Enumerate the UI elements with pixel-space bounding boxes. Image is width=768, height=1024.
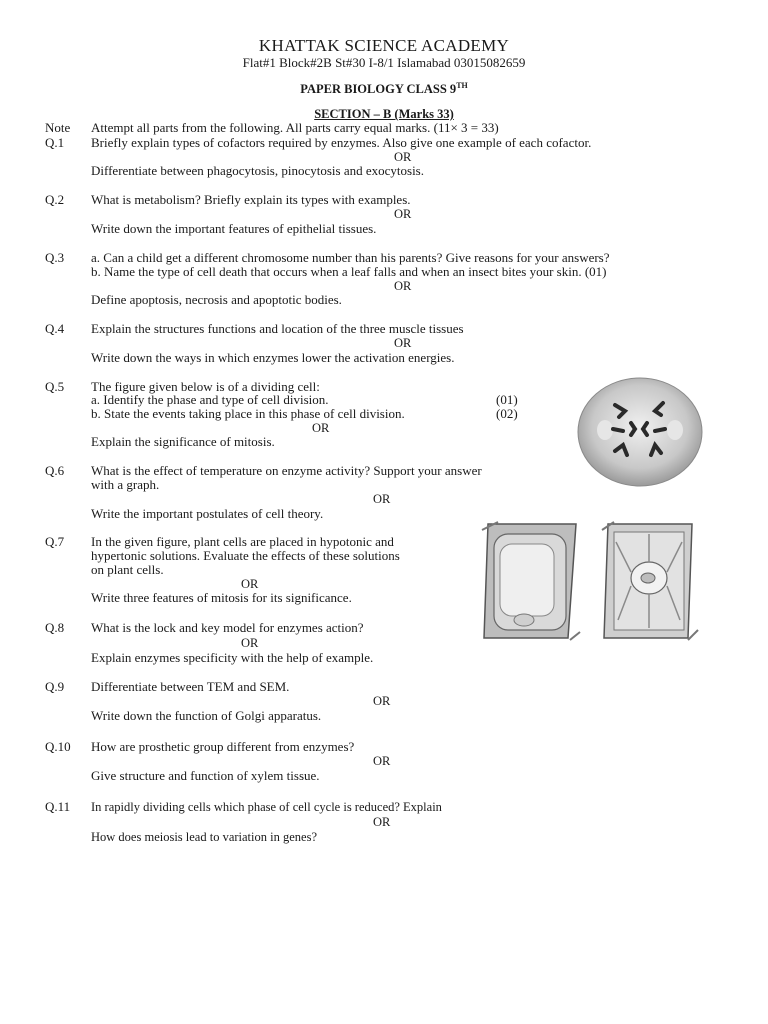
- note-label: Note: [45, 120, 71, 135]
- q4-alternative: Write down the ways in which enzymes lower the activation energies.: [91, 350, 455, 365]
- dividing-cell-figure: [575, 375, 705, 490]
- q9-question: Differentiate between TEM and SEM.: [91, 679, 290, 694]
- q8-alternative: Explain enzymes specificity with the help of example.: [91, 650, 374, 665]
- academy-address: Flat#1 Block#2B St#30 I-8/1 Islamabad 03015082659: [242, 55, 526, 70]
- q6-number: Q.6: [45, 463, 65, 478]
- q6-alternative: Write the important postulates of cell theory.: [91, 506, 324, 521]
- q5-part-a: a. Identify the phase and type of cell division.: [91, 392, 329, 407]
- q3-or: OR: [394, 279, 412, 293]
- q5-alternative: Explain the significance of mitosis.: [91, 434, 275, 449]
- q10-alternative: Give structure and function of xylem tissue.: [91, 768, 320, 783]
- q5-or: OR: [312, 421, 330, 435]
- paper-title: [0, 81, 768, 97]
- q10-or: OR: [373, 754, 391, 768]
- hypertonic-cell: [602, 522, 698, 640]
- q3-number: Q.3: [45, 250, 65, 265]
- hypotonic-cell: [482, 522, 580, 640]
- q9-number: Q.9: [45, 679, 65, 694]
- note-text: Attempt all parts from the following. All parts carry equal marks. (11× 3 = 33): [91, 120, 499, 135]
- q2-question: What is metabolism? Briefly explain its types with examples.: [91, 192, 411, 207]
- q11-number: Q.11: [45, 799, 71, 814]
- q1-number: Q.1: [45, 135, 65, 150]
- q10-number: Q.10: [45, 739, 71, 754]
- q11-alternative: How does meiosis lead to variation in genes?: [91, 830, 317, 844]
- q7-number: Q.7: [45, 534, 65, 549]
- q2-or: OR: [394, 207, 412, 221]
- q5-part-b-marks: (02): [496, 406, 518, 421]
- q8-or: OR: [241, 636, 259, 650]
- q7-alternative: Write three features of mitosis for its significance.: [91, 590, 352, 605]
- q7-question-line3: on plant cells.: [91, 562, 164, 577]
- q11-question: In rapidly dividing cells which phase of cell cycle is reduced? Explain: [91, 800, 442, 814]
- paper-title-superscript: TH: [456, 81, 468, 90]
- academy-title: KHATTAK SCIENCE ACADEMY: [258, 36, 510, 55]
- q7-question-line2: hypertonic solutions. Evaluate the effects of these solutions: [91, 548, 400, 563]
- q1-alternative: Differentiate between phagocytosis, pinocytosis and exocytosis.: [91, 163, 424, 178]
- q9-alternative: Write down the function of Golgi apparatus.: [91, 708, 322, 723]
- q5-part-a-marks: (01): [496, 392, 518, 407]
- plant-cells-figure: [480, 520, 700, 642]
- q2-number: Q.2: [45, 192, 65, 207]
- q3-alternative: Define apoptosis, necrosis and apoptotic bodies.: [91, 292, 342, 307]
- q9-or: OR: [373, 694, 391, 708]
- q5-number: Q.5: [45, 379, 65, 394]
- q1-question: Briefly explain types of cofactors required by enzymes. Also give one example of each cofactor.: [91, 135, 592, 150]
- q8-number: Q.8: [45, 620, 65, 635]
- q1-or: OR: [394, 150, 412, 164]
- q7-or: OR: [241, 577, 259, 591]
- q7-question-line1: In the given figure, plant cells are placed in hypotonic and: [91, 534, 394, 549]
- q2-alternative: Write down the important features of epithelial tissues.: [91, 221, 377, 236]
- q3-part-a: a. Can a child get a different chromosome number than his parents? Give reasons for your answers?: [91, 250, 610, 265]
- q4-question: Explain the structures functions and location of the three muscle tissues: [91, 321, 464, 336]
- q4-number: Q.4: [45, 321, 65, 336]
- section-heading: SECTION – B (Marks 33): [314, 107, 454, 121]
- q11-or: OR: [373, 815, 391, 829]
- q6-question-line1: What is the effect of temperature on enzyme activity? Support your answer: [91, 463, 482, 478]
- q5-part-b: b. State the events taking place in this phase of cell division.: [91, 406, 405, 421]
- q6-or: OR: [373, 492, 391, 506]
- q8-question: What is the lock and key model for enzymes action?: [91, 620, 364, 635]
- q5-question: The figure given below is of a dividing cell:: [91, 379, 320, 394]
- paper-title-text: PAPER BIOLOGY CLASS 9: [300, 82, 457, 97]
- q10-question: How are prosthetic group different from enzymes?: [91, 739, 355, 754]
- q4-or: OR: [394, 336, 412, 350]
- q3-part-b: b. Name the type of cell death that occurs when a leaf falls and when an insect bites your skin. (01): [91, 264, 607, 279]
- q6-question-line2: with a graph.: [91, 477, 160, 492]
